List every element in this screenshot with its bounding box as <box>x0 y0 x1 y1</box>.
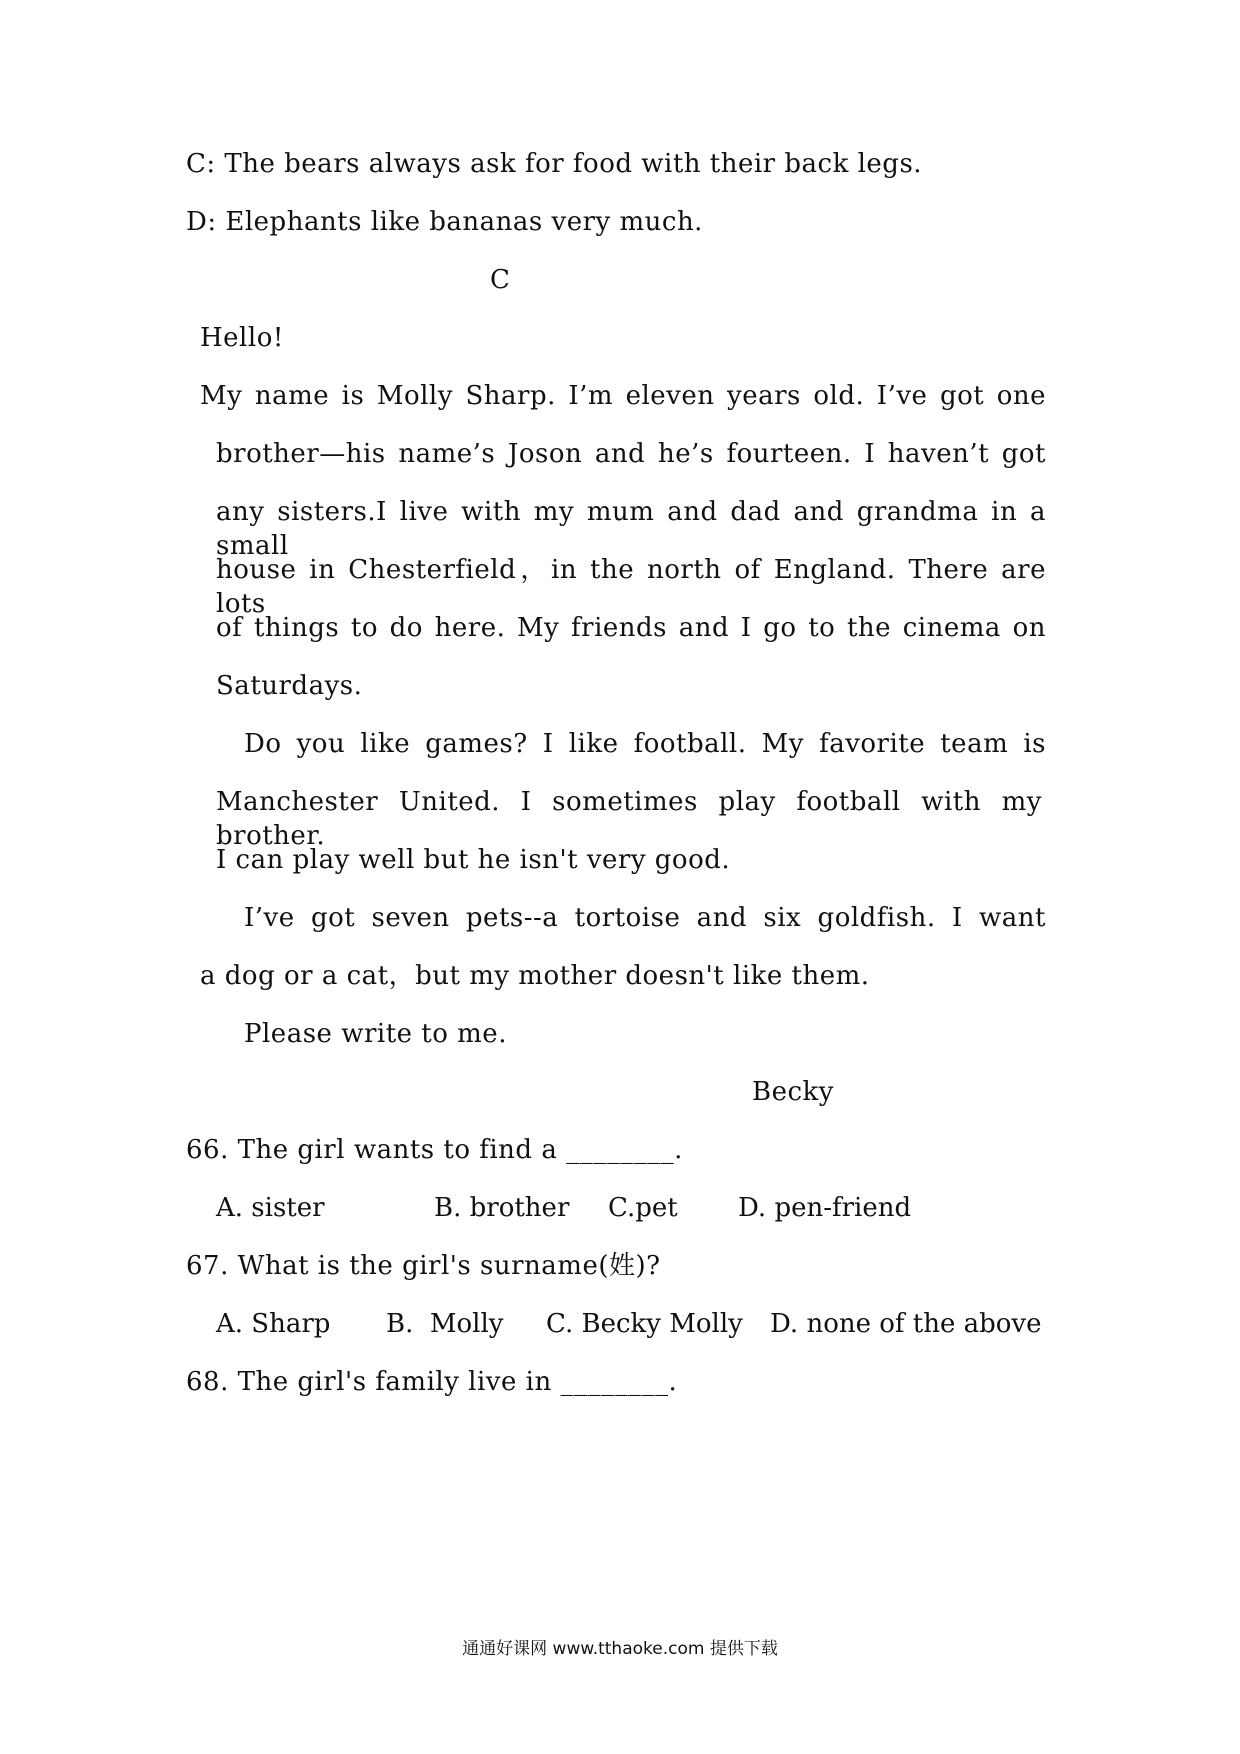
letter-closing: Please write to me. <box>244 1019 507 1049</box>
question-66-option-c: C.pet <box>608 1193 678 1223</box>
question-68-stem: 68. The girl's family live in ________. <box>186 1367 678 1397</box>
letter-p1-line-5: of things to do here. My friends and I go to the cinema on <box>216 613 1046 643</box>
letter-p1-line-4: house in Chesterfield，in the north of England. There are lots <box>216 555 1046 619</box>
question-66-stem: 66. The girl wants to find a ________. <box>186 1135 683 1165</box>
question-67-option-a: A. Sharp <box>216 1309 331 1339</box>
letter-p1-line-6: Saturdays. <box>216 671 363 701</box>
letter-p2-line-2: Manchester United. I sometimes play football with my brother. <box>216 787 1042 851</box>
letter-p1-line-3: any sisters.I live with my mum and dad and grandma in a small <box>216 497 1046 561</box>
question-66-options <box>0 1191 1240 1225</box>
letter-signature: Becky <box>752 1077 834 1107</box>
letter-p1-line-2: brother—his name’s Joson and he’s fourteen. I haven’t got <box>216 439 1046 469</box>
letter-p2-line-3: I can play well but he isn't very good. <box>216 845 731 875</box>
section-title: C <box>490 265 511 295</box>
letter-p3-line-2: a dog or a cat，but my mother doesn't like them. <box>200 961 870 991</box>
letter-p1-line-1: My name is Molly Sharp. I’m eleven years old. I’ve got one <box>200 381 1046 411</box>
letter-p2-line-1: Do you like games? I like football. My favorite team is <box>244 729 1046 759</box>
letter-greeting: Hello! <box>200 323 284 353</box>
page-footer: 通通好课网 www.tthaoke.com 提供下载 <box>462 1639 778 1659</box>
option-c: C: The bears always ask for food with their back legs. <box>186 149 923 179</box>
question-67-options <box>0 1307 1240 1341</box>
question-66-option-a: A. sister <box>216 1193 325 1223</box>
question-66-option-d: D. pen-friend <box>738 1193 912 1223</box>
question-67-stem: 67. What is the girl's surname(姓)? <box>186 1251 661 1281</box>
question-67-option-b: B. Molly <box>386 1309 504 1339</box>
option-d: D: Elephants like bananas very much. <box>186 207 703 237</box>
question-66-option-b: B. brother <box>434 1193 570 1223</box>
letter-p3-line-1: I’ve got seven pets--a tortoise and six goldfish. I want <box>244 903 1046 933</box>
question-67-option-d: D. none of the above <box>770 1309 1042 1339</box>
question-67-option-c: C. Becky Molly <box>546 1309 743 1339</box>
